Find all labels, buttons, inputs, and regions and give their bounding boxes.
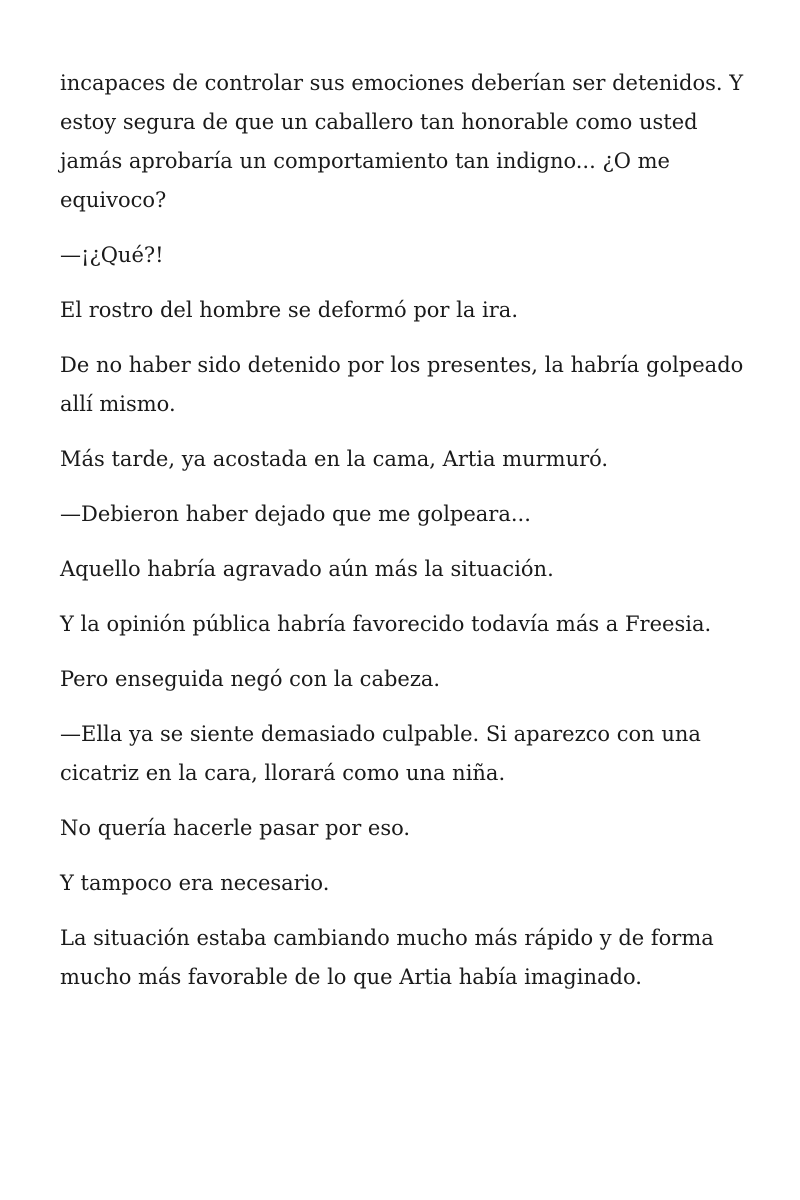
paragraph: —Debieron haber dejado que me golpeara... <box>60 502 531 526</box>
reader-page <box>60 64 760 1013</box>
paragraph: incapaces de controlar sus emociones deberían ser detenidos. Y estoy segura de que un caballero tan honorable como usted jamás aprobaría un comportamiento tan indigno... ¿O me equivoco? <box>60 71 744 212</box>
paragraph: Y tampoco era necesario. <box>60 871 330 895</box>
paragraph: —Ella ya se siente demasiado culpable. Si aparezco con una cicatriz en la cara, llorará como una niña. <box>60 722 701 785</box>
paragraph: El rostro del hombre se deformó por la ira. <box>60 298 519 322</box>
paragraph: —¡¿Qué?! <box>60 243 164 267</box>
paragraph: La situación estaba cambiando mucho más rápido y de forma mucho más favorable de lo que Artia había imaginado. <box>60 926 714 989</box>
paragraph: Más tarde, ya acostada en la cama, Artia murmuró. <box>60 447 609 471</box>
paragraph: De no haber sido detenido por los presentes, la habría golpeado allí mismo. <box>60 353 744 416</box>
paragraph: Y la opinión pública habría favorecido todavía más a Freesia. <box>60 612 712 636</box>
paragraph: No quería hacerle pasar por eso. <box>60 816 411 840</box>
paragraph: Aquello habría agravado aún más la situación. <box>60 557 554 581</box>
paragraph: Pero enseguida negó con la cabeza. <box>60 667 441 691</box>
